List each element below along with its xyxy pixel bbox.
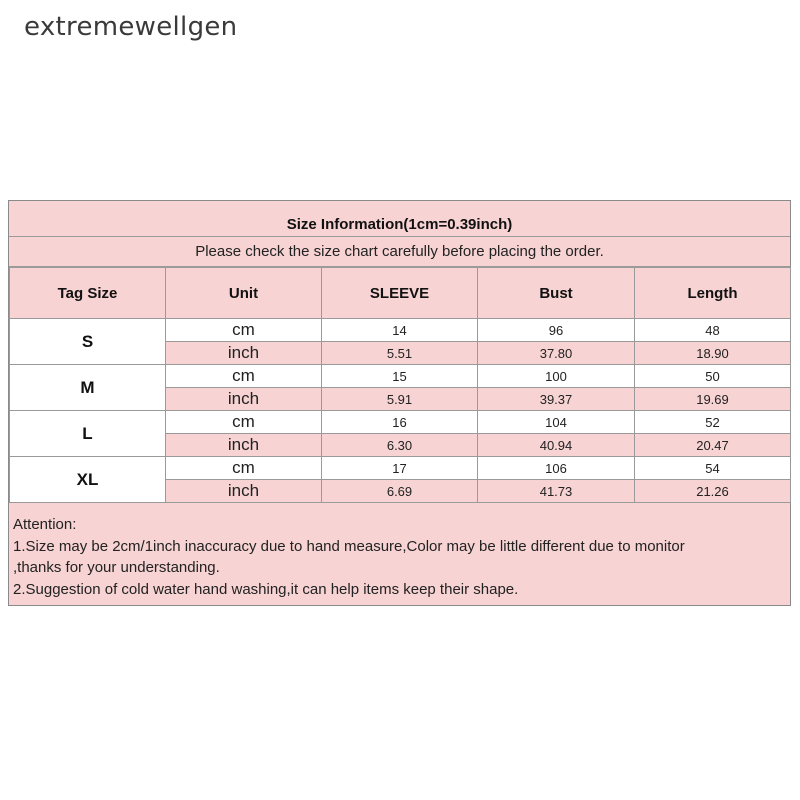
- bust-cell: 37.80: [478, 342, 635, 365]
- table-row: [10, 411, 791, 434]
- tag-size-cell: S: [10, 319, 166, 365]
- sleeve-cell: 5.91: [322, 388, 478, 411]
- unit-cell: cm: [166, 319, 322, 342]
- table-row: [10, 319, 791, 342]
- table-row: [10, 457, 791, 480]
- length-cell: 52: [635, 411, 791, 434]
- bust-cell: 96: [478, 319, 635, 342]
- header-length: Length: [635, 268, 791, 319]
- table-row: [10, 365, 791, 388]
- header-unit: Unit: [166, 268, 322, 319]
- length-cell: 48: [635, 319, 791, 342]
- bust-cell: 41.73: [478, 480, 635, 503]
- length-cell: 54: [635, 457, 791, 480]
- sleeve-cell: 5.51: [322, 342, 478, 365]
- size-chart-title: Size Information(1cm=0.39inch): [9, 201, 790, 237]
- unit-cell: inch: [166, 342, 322, 365]
- sleeve-cell: 14: [322, 319, 478, 342]
- header-tag-size: Tag Size: [10, 268, 166, 319]
- length-cell: 18.90: [635, 342, 791, 365]
- sleeve-cell: 6.30: [322, 434, 478, 457]
- bust-cell: 104: [478, 411, 635, 434]
- brand-watermark: extremewellgen: [24, 12, 238, 42]
- sleeve-cell: 6.69: [322, 480, 478, 503]
- sleeve-cell: 17: [322, 457, 478, 480]
- unit-cell: inch: [166, 480, 322, 503]
- bust-cell: 100: [478, 365, 635, 388]
- size-chart: [8, 200, 791, 606]
- attention-line: 2.Suggestion of cold water hand washing,it can help items keep their shape.: [13, 580, 519, 598]
- attention-line: 1.Size may be 2cm/1inch inaccuracy due to hand measure,Color may be little different due to monitor: [13, 537, 685, 555]
- bust-cell: 106: [478, 457, 635, 480]
- size-table: [9, 267, 791, 503]
- length-cell: 19.69: [635, 388, 791, 411]
- length-cell: 21.26: [635, 480, 791, 503]
- attention-line: ,thanks for your understanding.: [13, 559, 220, 576]
- unit-cell: cm: [166, 411, 322, 434]
- header-sleeve: SLEEVE: [322, 268, 478, 319]
- sleeve-cell: 16: [322, 411, 478, 434]
- sleeve-cell: 15: [322, 365, 478, 388]
- size-chart-notice: Please check the size chart carefully before placing the order.: [9, 237, 790, 267]
- bust-cell: 40.94: [478, 434, 635, 457]
- length-cell: 50: [635, 365, 791, 388]
- attention-notes: [9, 506, 790, 600]
- tag-size-cell: L: [10, 411, 166, 457]
- bust-cell: 39.37: [478, 388, 635, 411]
- attention-heading: Attention:: [13, 516, 77, 533]
- unit-cell: cm: [166, 457, 322, 480]
- tag-size-cell: M: [10, 365, 166, 411]
- table-header-row: [10, 268, 791, 319]
- unit-cell: cm: [166, 365, 322, 388]
- unit-cell: inch: [166, 388, 322, 411]
- tag-size-cell: XL: [10, 457, 166, 503]
- header-bust: Bust: [478, 268, 635, 319]
- unit-cell: inch: [166, 434, 322, 457]
- length-cell: 20.47: [635, 434, 791, 457]
